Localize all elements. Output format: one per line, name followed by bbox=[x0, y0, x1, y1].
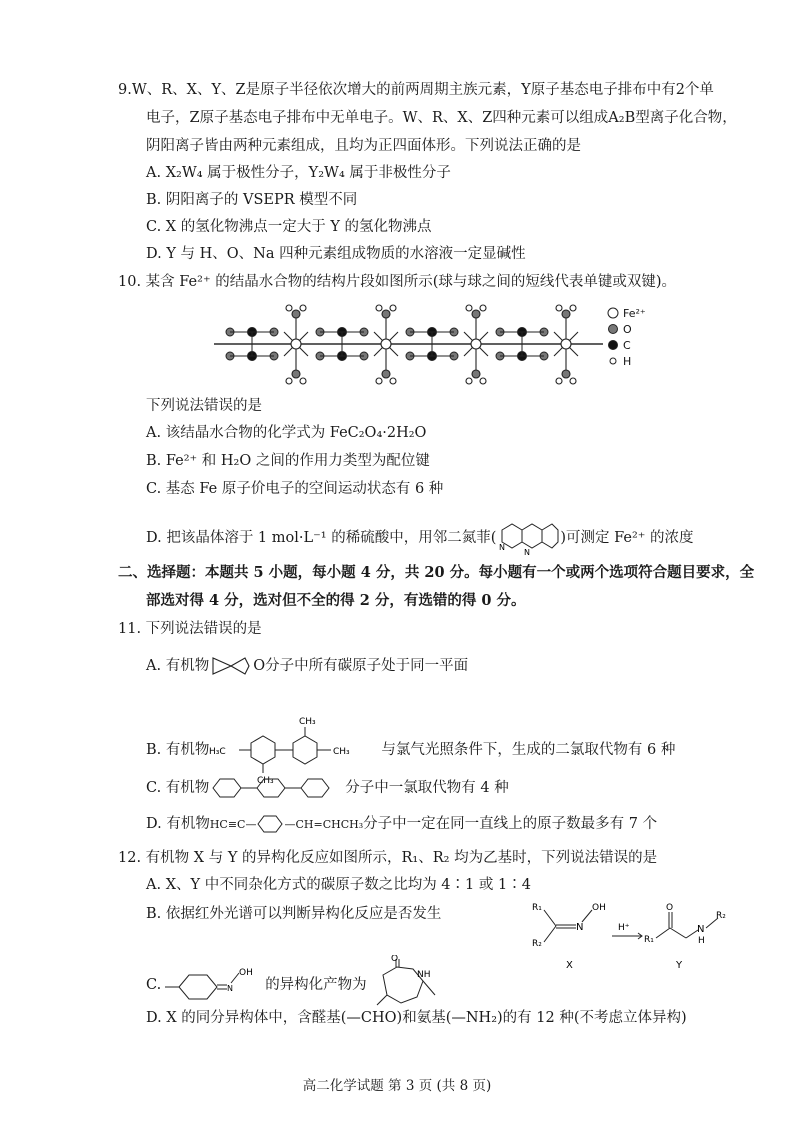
rx-r1: R₁ bbox=[532, 903, 542, 913]
q11-option-c bbox=[146, 775, 509, 801]
q12-c-text1: C. bbox=[146, 977, 162, 993]
q11-stem: 11. 下列说法错误的是 bbox=[118, 621, 262, 637]
q10-option-d bbox=[146, 520, 694, 556]
q11-option-d bbox=[146, 814, 657, 835]
oxime-cyclohexane-structure bbox=[161, 965, 265, 1005]
legend-h: H bbox=[623, 355, 632, 368]
isomerization-reaction-diagram bbox=[530, 898, 730, 978]
phenanthroline-structure bbox=[496, 520, 560, 556]
prod-o: O bbox=[390, 955, 398, 964]
legend-fe: Fe²⁺ bbox=[623, 307, 646, 320]
rx-o: O bbox=[666, 903, 674, 913]
b-h3c: H₃C bbox=[209, 747, 227, 757]
rx-oh: OH bbox=[592, 903, 606, 913]
q11-d-alkyne: HC≡C— bbox=[209, 818, 257, 831]
rx-y-r2: R₂ bbox=[716, 911, 726, 921]
q11-d-text1: D. 有机物 bbox=[146, 816, 210, 832]
q12-option-b: B. 依据红外光谱可以判断异构化反应是否发生 bbox=[146, 906, 442, 922]
q9-option-b: B. 阴阳离子的 VSEPR 模型不同 bbox=[146, 192, 358, 208]
q12-c-text2: 的异构化产物为 bbox=[265, 977, 367, 993]
rx-label-x: X bbox=[566, 960, 573, 971]
q12-option-d: D. X 的同分异构体中，含醛基(—CHO)和氨基(—NH₂)的有 12 种(不考虑立体异构) bbox=[146, 1010, 687, 1026]
q11-c-text2: 分子中一氯取代物有 4 种 bbox=[345, 780, 509, 796]
q9-option-a: A. X₂W₄ 属于极性分子，Y₂W₄ 属于非极性分子 bbox=[146, 165, 451, 181]
prod-nh: NH bbox=[416, 970, 431, 980]
spiro-compound-structure bbox=[209, 654, 253, 678]
c-oh: OH bbox=[239, 968, 254, 978]
rx-y-n: N bbox=[697, 924, 705, 935]
q10-stem: 10. 某含 Fe²⁺ 的结晶水合物的结构片段如图所示(球与球之间的短线代表单键或双键)。 bbox=[118, 274, 677, 290]
q11-b-text2: 与氯气光照条件下，生成的二氯取代物有 6 种 bbox=[381, 742, 676, 758]
rx-r2: R₂ bbox=[532, 939, 542, 949]
c-n: N bbox=[227, 984, 234, 993]
section2-heading-line2: 部选对得 4 分，选对但不全的得 2 分，有选错的得 0 分。 bbox=[146, 592, 526, 609]
b-ch3-right: CH₃ bbox=[333, 747, 351, 757]
q11-option-a bbox=[146, 654, 468, 678]
terphenyl-structure bbox=[209, 775, 345, 801]
q9-stem-line2: 电子，Z原子基态电子排布中无单电子。W、R、X、Z四种元素可以组成A₂B型离子化合物， bbox=[146, 110, 737, 126]
q11-a-text1: A. 有机物 bbox=[146, 658, 210, 674]
fe-oxalate-chain-diagram bbox=[208, 300, 658, 392]
diagram-legend bbox=[608, 307, 646, 368]
phen-n2: N bbox=[524, 548, 531, 556]
q11-d-propenyl: —CH=CHCH₃ bbox=[284, 818, 364, 831]
q12-option-c bbox=[146, 955, 441, 1015]
rx-label-y: Y bbox=[676, 960, 683, 971]
q12-stem: 12. 有机物 X 与 Y 的异构化反应如图所示，R₁、R₂ 均为乙基时，下列说法错误的是 bbox=[118, 850, 658, 866]
legend-c: C bbox=[623, 339, 631, 352]
q9-option-d: D. Y 与 H、O、Na 四种元素组成物质的水溶液一定显碱性 bbox=[146, 246, 526, 262]
phenyl-ring-structure bbox=[256, 814, 284, 834]
rx-n: N bbox=[576, 922, 584, 933]
q10-option-a: A. 该结晶水合物的化学式为 FeC₂O₄·2H₂O bbox=[146, 425, 427, 441]
q11-d-text2: 分子中一定在同一直线上的原子数最多有 7 个 bbox=[363, 816, 658, 832]
q10-option-c: C. 基态 Fe 原子价电子的空间运动状态有 6 种 bbox=[146, 481, 444, 497]
q12-option-a: A. X、Y 中不同杂化方式的碳原子数之比均为 4∶1 或 1∶4 bbox=[146, 877, 531, 893]
rx-y-r1: R₁ bbox=[644, 935, 654, 945]
q11-b-text1: B. 有机物 bbox=[146, 742, 210, 758]
b-ch3-bottom: CH₃ bbox=[257, 776, 275, 786]
b-ch3-top: CH₃ bbox=[299, 717, 317, 727]
caprolactam-product-structure bbox=[367, 955, 441, 1015]
section2-heading-line1: 二、选择题：本题共 5 小题，每小题 4 分，共 20 分。每小题有一个或两个选项符合题目要求，全 bbox=[118, 564, 755, 581]
q10-option-b: B. Fe²⁺ 和 H₂O 之间的作用力类型为配位键 bbox=[146, 453, 430, 469]
page-footer: 高二化学试题 第 3 页 (共 8 页) bbox=[302, 1078, 492, 1094]
rx-y-h: H bbox=[698, 936, 705, 946]
legend-o: O bbox=[623, 323, 632, 336]
q9-stem-line1: 9.W、R、X、Y、Z是原子半径依次增大的前两周期主族元素，Y原子基态电子排布中有2个单 bbox=[118, 82, 714, 98]
q10-option-d-text2: )可测定 Fe²⁺ 的浓度 bbox=[560, 530, 694, 546]
q9-option-c: C. X 的氢化物沸点一定大于 Y 的氢化物沸点 bbox=[146, 219, 432, 235]
rx-h-plus: H⁺ bbox=[618, 923, 630, 933]
q10-lead: 下列说法错误的是 bbox=[146, 398, 262, 414]
q9-stem-line3: 阴阳离子皆由两种元素组成，且均为正四面体形。下列说法正确的是 bbox=[146, 138, 581, 154]
q11-c-text1: C. 有机物 bbox=[146, 780, 210, 796]
phen-n1: N bbox=[499, 543, 506, 552]
q11-a-text2: O分子中所有碳原子处于同一平面 bbox=[253, 658, 469, 674]
q10-option-d-text1: D. 把该晶体溶于 1 mol·L⁻¹ 的稀硫酸中，用邻二氮菲( bbox=[146, 530, 497, 546]
